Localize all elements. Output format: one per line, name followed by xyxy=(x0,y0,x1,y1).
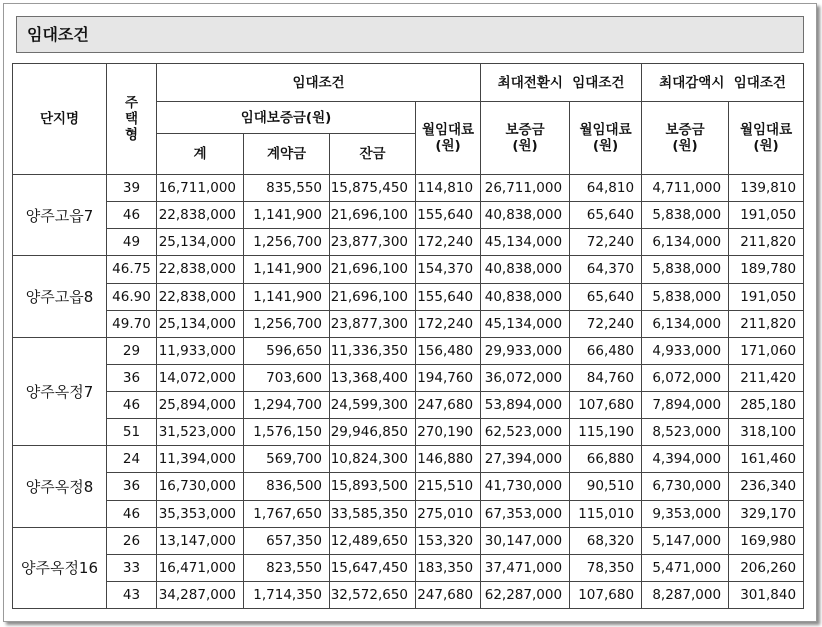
deposit-contract-cell: 569,700 xyxy=(244,446,330,473)
deposit-balance-cell: 24,599,300 xyxy=(330,392,416,419)
header-deposit-group: 임대보증금(원) xyxy=(157,102,416,134)
header-conv-monthly: 월임대료 (원) xyxy=(570,102,642,175)
monthly-rent-cell: 154,370 xyxy=(416,256,481,283)
conv-deposit-cell: 45,134,000 xyxy=(481,229,570,256)
type-cell: 46 xyxy=(107,202,157,229)
deposit-contract-cell: 1,767,650 xyxy=(244,500,330,527)
deposit-contract-cell: 835,550 xyxy=(244,175,330,202)
deposit-total-cell: 31,523,000 xyxy=(157,419,244,446)
conv-monthly-cell: 78,350 xyxy=(570,554,642,581)
table-body xyxy=(13,175,804,609)
deposit-balance-cell: 15,647,450 xyxy=(330,554,416,581)
type-cell: 43 xyxy=(107,581,157,608)
table-row xyxy=(13,446,804,473)
conv-monthly-cell: 90,510 xyxy=(570,473,642,500)
monthly-rent-cell: 215,510 xyxy=(416,473,481,500)
deposit-contract-cell: 836,500 xyxy=(244,473,330,500)
conv-deposit-cell: 37,471,000 xyxy=(481,554,570,581)
table-row xyxy=(13,419,804,446)
conv-monthly-cell: 64,810 xyxy=(570,175,642,202)
header-conv-deposit: 보증금 (원) xyxy=(481,102,570,175)
header-lease: 임대조건 xyxy=(157,64,481,102)
deposit-total-cell: 34,287,000 xyxy=(157,581,244,608)
red-monthly-cell: 139,810 xyxy=(729,175,804,202)
conv-deposit-cell: 40,838,000 xyxy=(481,256,570,283)
type-cell: 24 xyxy=(107,446,157,473)
monthly-rent-cell: 183,350 xyxy=(416,554,481,581)
table-row xyxy=(13,364,804,391)
header-complex: 단지명 xyxy=(13,64,107,175)
table-row xyxy=(13,283,804,310)
header-contract: 계약금 xyxy=(244,134,330,175)
header-max-conversion: 최대전환시 임대조건 xyxy=(481,64,642,102)
type-cell: 49.70 xyxy=(107,310,157,337)
deposit-total-cell: 16,730,000 xyxy=(157,473,244,500)
red-monthly-cell: 211,420 xyxy=(729,364,804,391)
conv-monthly-cell: 66,480 xyxy=(570,337,642,364)
deposit-total-cell: 22,838,000 xyxy=(157,256,244,283)
table-row xyxy=(13,392,804,419)
red-monthly-cell: 189,780 xyxy=(729,256,804,283)
red-monthly-cell: 206,260 xyxy=(729,554,804,581)
monthly-rent-cell: 156,480 xyxy=(416,337,481,364)
table-row xyxy=(13,473,804,500)
deposit-total-cell: 16,471,000 xyxy=(157,554,244,581)
conv-monthly-cell: 107,680 xyxy=(570,581,642,608)
deposit-contract-cell: 1,141,900 xyxy=(244,283,330,310)
deposit-balance-cell: 12,489,650 xyxy=(330,527,416,554)
deposit-total-cell: 16,711,000 xyxy=(157,175,244,202)
conv-monthly-cell: 115,010 xyxy=(570,500,642,527)
monthly-rent-cell: 247,680 xyxy=(416,392,481,419)
table-row xyxy=(13,310,804,337)
conv-monthly-cell: 72,240 xyxy=(570,310,642,337)
deposit-contract-cell: 703,600 xyxy=(244,364,330,391)
conv-deposit-cell: 40,838,000 xyxy=(481,283,570,310)
deposit-contract-cell: 657,350 xyxy=(244,527,330,554)
deposit-total-cell: 22,838,000 xyxy=(157,283,244,310)
red-monthly-cell: 191,050 xyxy=(729,283,804,310)
deposit-balance-cell: 21,696,100 xyxy=(330,202,416,229)
complex-name-cell: 양주고읍8 xyxy=(13,256,107,337)
red-deposit-cell: 6,134,000 xyxy=(642,229,729,256)
type-cell: 36 xyxy=(107,364,157,391)
red-deposit-cell: 5,147,000 xyxy=(642,527,729,554)
red-deposit-cell: 4,933,000 xyxy=(642,337,729,364)
deposit-contract-cell: 1,256,700 xyxy=(244,229,330,256)
red-monthly-cell: 301,840 xyxy=(729,581,804,608)
deposit-total-cell: 11,394,000 xyxy=(157,446,244,473)
type-cell: 39 xyxy=(107,175,157,202)
section-title: 임대조건 xyxy=(16,16,804,53)
conv-deposit-cell: 30,147,000 xyxy=(481,527,570,554)
type-cell: 46.75 xyxy=(107,256,157,283)
header-total: 계 xyxy=(157,134,244,175)
deposit-contract-cell: 1,714,350 xyxy=(244,581,330,608)
monthly-rent-cell: 247,680 xyxy=(416,581,481,608)
deposit-total-cell: 11,933,000 xyxy=(157,337,244,364)
header-type xyxy=(107,64,157,175)
red-monthly-cell: 169,980 xyxy=(729,527,804,554)
red-monthly-cell: 329,170 xyxy=(729,500,804,527)
type-cell: 36 xyxy=(107,473,157,500)
monthly-rent-cell: 114,810 xyxy=(416,175,481,202)
conv-monthly-cell: 115,190 xyxy=(570,419,642,446)
deposit-total-cell: 14,072,000 xyxy=(157,364,244,391)
monthly-rent-cell: 270,190 xyxy=(416,419,481,446)
table-row xyxy=(13,229,804,256)
conv-deposit-cell: 41,730,000 xyxy=(481,473,570,500)
red-deposit-cell: 6,730,000 xyxy=(642,473,729,500)
complex-name-cell: 양주옥정7 xyxy=(13,337,107,446)
conv-monthly-cell: 65,640 xyxy=(570,202,642,229)
conv-deposit-cell: 62,287,000 xyxy=(481,581,570,608)
conv-deposit-cell: 29,933,000 xyxy=(481,337,570,364)
monthly-rent-cell: 172,240 xyxy=(416,310,481,337)
conv-monthly-cell: 66,880 xyxy=(570,446,642,473)
deposit-contract-cell: 1,576,150 xyxy=(244,419,330,446)
deposit-balance-cell: 10,824,300 xyxy=(330,446,416,473)
deposit-total-cell: 25,134,000 xyxy=(157,310,244,337)
deposit-contract-cell: 1,256,700 xyxy=(244,310,330,337)
red-deposit-cell: 4,394,000 xyxy=(642,446,729,473)
conv-deposit-cell: 62,523,000 xyxy=(481,419,570,446)
table-row xyxy=(13,256,804,283)
type-cell: 29 xyxy=(107,337,157,364)
header-balance: 잔금 xyxy=(330,134,416,175)
red-deposit-cell: 7,894,000 xyxy=(642,392,729,419)
red-deposit-cell: 4,711,000 xyxy=(642,175,729,202)
monthly-rent-cell: 153,320 xyxy=(416,527,481,554)
complex-name-cell: 양주고읍7 xyxy=(13,175,107,256)
deposit-balance-cell: 13,368,400 xyxy=(330,364,416,391)
red-monthly-cell: 191,050 xyxy=(729,202,804,229)
red-monthly-cell: 285,180 xyxy=(729,392,804,419)
conv-deposit-cell: 27,394,000 xyxy=(481,446,570,473)
type-cell: 51 xyxy=(107,419,157,446)
red-deposit-cell: 5,838,000 xyxy=(642,283,729,310)
table-row xyxy=(13,527,804,554)
header-red-deposit: 보증금 (원) xyxy=(642,102,729,175)
table-header xyxy=(13,64,804,175)
deposit-balance-cell: 11,336,350 xyxy=(330,337,416,364)
table-row xyxy=(13,554,804,581)
conv-monthly-cell: 72,240 xyxy=(570,229,642,256)
red-monthly-cell: 161,460 xyxy=(729,446,804,473)
lease-conditions-table xyxy=(12,63,804,609)
monthly-rent-cell: 155,640 xyxy=(416,283,481,310)
header-max-reduction: 최대감액시 임대조건 xyxy=(642,64,804,102)
conv-monthly-cell: 84,760 xyxy=(570,364,642,391)
conv-monthly-cell: 107,680 xyxy=(570,392,642,419)
deposit-contract-cell: 1,141,900 xyxy=(244,202,330,229)
red-monthly-cell: 318,100 xyxy=(729,419,804,446)
conv-monthly-cell: 65,640 xyxy=(570,283,642,310)
type-cell: 46 xyxy=(107,500,157,527)
deposit-balance-cell: 15,893,500 xyxy=(330,473,416,500)
table-row xyxy=(13,500,804,527)
table-row xyxy=(13,175,804,202)
red-deposit-cell: 6,134,000 xyxy=(642,310,729,337)
deposit-contract-cell: 1,141,900 xyxy=(244,256,330,283)
table-row xyxy=(13,581,804,608)
header-monthly-rent: 월임대료 (원) xyxy=(416,102,481,175)
deposit-contract-cell: 596,650 xyxy=(244,337,330,364)
deposit-balance-cell: 32,572,650 xyxy=(330,581,416,608)
deposit-contract-cell: 823,550 xyxy=(244,554,330,581)
red-monthly-cell: 211,820 xyxy=(729,229,804,256)
header-red-monthly: 월임대료 (원) xyxy=(729,102,804,175)
deposit-balance-cell: 21,696,100 xyxy=(330,256,416,283)
conv-deposit-cell: 67,353,000 xyxy=(481,500,570,527)
deposit-balance-cell: 33,585,350 xyxy=(330,500,416,527)
monthly-rent-cell: 155,640 xyxy=(416,202,481,229)
conv-deposit-cell: 36,072,000 xyxy=(481,364,570,391)
red-deposit-cell: 8,523,000 xyxy=(642,419,729,446)
deposit-total-cell: 22,838,000 xyxy=(157,202,244,229)
deposit-balance-cell: 15,875,450 xyxy=(330,175,416,202)
deposit-total-cell: 13,147,000 xyxy=(157,527,244,554)
table-row xyxy=(13,337,804,364)
deposit-balance-cell: 29,946,850 xyxy=(330,419,416,446)
conv-monthly-cell: 68,320 xyxy=(570,527,642,554)
type-cell: 26 xyxy=(107,527,157,554)
monthly-rent-cell: 146,880 xyxy=(416,446,481,473)
conv-deposit-cell: 53,894,000 xyxy=(481,392,570,419)
deposit-total-cell: 25,134,000 xyxy=(157,229,244,256)
conv-deposit-cell: 26,711,000 xyxy=(481,175,570,202)
conv-deposit-cell: 40,838,000 xyxy=(481,202,570,229)
type-cell: 33 xyxy=(107,554,157,581)
conv-deposit-cell: 45,134,000 xyxy=(481,310,570,337)
red-deposit-cell: 5,471,000 xyxy=(642,554,729,581)
table-row xyxy=(13,202,804,229)
monthly-rent-cell: 172,240 xyxy=(416,229,481,256)
header-type-label: 주 택 형 xyxy=(124,95,139,143)
type-cell: 46 xyxy=(107,392,157,419)
red-deposit-cell: 5,838,000 xyxy=(642,256,729,283)
red-monthly-cell: 171,060 xyxy=(729,337,804,364)
red-deposit-cell: 8,287,000 xyxy=(642,581,729,608)
monthly-rent-cell: 275,010 xyxy=(416,500,481,527)
red-deposit-cell: 9,353,000 xyxy=(642,500,729,527)
deposit-contract-cell: 1,294,700 xyxy=(244,392,330,419)
type-cell: 46.90 xyxy=(107,283,157,310)
red-monthly-cell: 211,820 xyxy=(729,310,804,337)
complex-name-cell: 양주옥정16 xyxy=(13,527,107,608)
monthly-rent-cell: 194,760 xyxy=(416,364,481,391)
red-deposit-cell: 5,838,000 xyxy=(642,202,729,229)
complex-name-cell: 양주옥정8 xyxy=(13,446,107,527)
deposit-total-cell: 35,353,000 xyxy=(157,500,244,527)
deposit-balance-cell: 23,877,300 xyxy=(330,310,416,337)
red-monthly-cell: 236,340 xyxy=(729,473,804,500)
deposit-balance-cell: 21,696,100 xyxy=(330,283,416,310)
conv-monthly-cell: 64,370 xyxy=(570,256,642,283)
red-deposit-cell: 6,072,000 xyxy=(642,364,729,391)
type-cell: 49 xyxy=(107,229,157,256)
deposit-total-cell: 25,894,000 xyxy=(157,392,244,419)
deposit-balance-cell: 23,877,300 xyxy=(330,229,416,256)
